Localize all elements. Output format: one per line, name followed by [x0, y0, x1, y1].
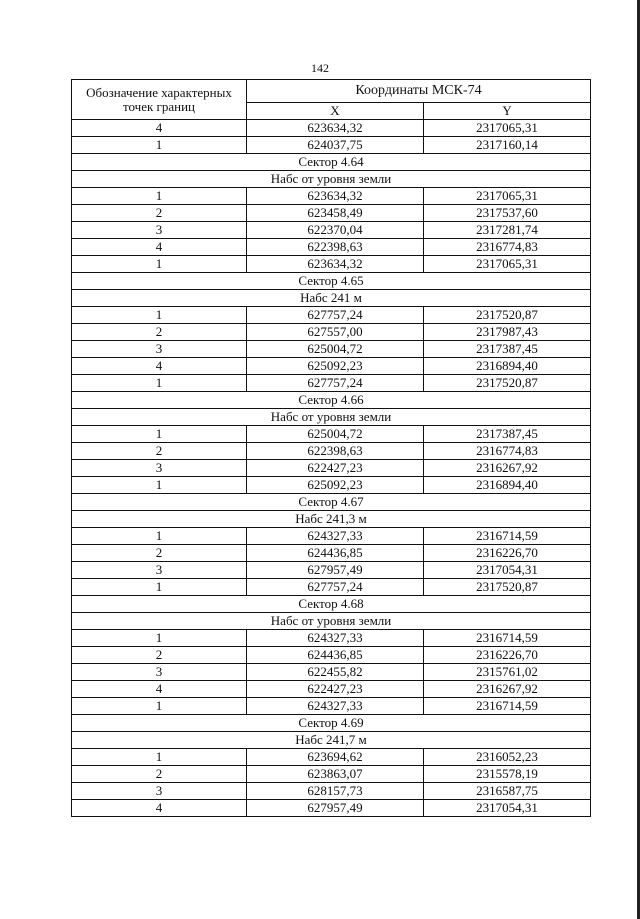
y-coordinate-cell: 2316267,92	[424, 460, 591, 477]
table-row	[72, 749, 591, 766]
point-number-cell: 3	[72, 783, 247, 800]
table-row	[72, 477, 591, 494]
page-number: 142	[311, 61, 329, 75]
y-coordinate-cell: 2316267,92	[424, 681, 591, 698]
table-row	[72, 137, 591, 154]
y-coordinate-cell: 2317387,45	[424, 426, 591, 443]
x-coordinate-cell: 622427,23	[247, 681, 424, 698]
x-coordinate-cell: 623694,62	[247, 749, 424, 766]
point-number-cell: 1	[72, 256, 247, 273]
x-coordinate-cell: 623863,07	[247, 766, 424, 783]
table-row	[72, 681, 591, 698]
y-coordinate-cell: 2315761,02	[424, 664, 591, 681]
y-coordinate-cell: 2316774,83	[424, 443, 591, 460]
x-coordinate-cell: 627957,49	[247, 562, 424, 579]
section-row	[72, 409, 591, 426]
point-number-cell: 1	[72, 698, 247, 715]
table-row	[72, 341, 591, 358]
point-number-cell: 3	[72, 664, 247, 681]
section-label: Сектор 4.66	[72, 392, 591, 409]
y-coordinate-cell: 2316714,59	[424, 528, 591, 545]
point-number-cell: 4	[72, 800, 247, 817]
x-coordinate-cell: 628157,73	[247, 783, 424, 800]
x-coordinate-cell: 624327,33	[247, 630, 424, 647]
section-row	[72, 273, 591, 290]
y-coordinate-cell: 2317281,74	[424, 222, 591, 239]
y-coordinate-cell: 2317520,87	[424, 375, 591, 392]
header-points-line1: Обозначение характерных	[86, 84, 232, 100]
y-coordinate-cell: 2317054,31	[424, 562, 591, 579]
x-coordinate-cell: 625092,23	[247, 358, 424, 375]
section-label: Сектор 4.69	[72, 715, 591, 732]
header-points-column	[72, 80, 247, 120]
header-points-line2: точек границ	[122, 98, 196, 114]
section-label: Сектор 4.65	[72, 273, 591, 290]
y-coordinate-cell: 2317065,31	[424, 120, 591, 137]
point-number-cell: 2	[72, 647, 247, 664]
point-number-cell: 3	[72, 562, 247, 579]
y-coordinate-cell: 2316774,83	[424, 239, 591, 256]
x-coordinate-cell: 623634,32	[247, 256, 424, 273]
y-coordinate-cell: 2316587,75	[424, 783, 591, 800]
section-label: Набс 241 м	[72, 290, 591, 307]
y-coordinate-cell: 2317054,31	[424, 800, 591, 817]
point-number-cell: 1	[72, 137, 247, 154]
y-coordinate-cell: 2316226,70	[424, 545, 591, 562]
x-coordinate-cell: 627757,24	[247, 375, 424, 392]
point-number-cell: 1	[72, 528, 247, 545]
point-number-cell: 3	[72, 460, 247, 477]
header-y: Y	[424, 103, 591, 120]
table-row	[72, 528, 591, 545]
y-coordinate-cell: 2316894,40	[424, 477, 591, 494]
table-row	[72, 120, 591, 137]
table-row	[72, 630, 591, 647]
y-coordinate-cell: 2316894,40	[424, 358, 591, 375]
point-number-cell: 1	[72, 426, 247, 443]
table-row	[72, 358, 591, 375]
x-coordinate-cell: 623634,32	[247, 120, 424, 137]
x-coordinate-cell: 624327,33	[247, 698, 424, 715]
table-row	[72, 698, 591, 715]
x-coordinate-cell: 623634,32	[247, 188, 424, 205]
x-coordinate-cell: 625092,23	[247, 477, 424, 494]
table-row	[72, 324, 591, 341]
section-row	[72, 596, 591, 613]
table-row	[72, 664, 591, 681]
table-row	[72, 647, 591, 664]
point-number-cell: 1	[72, 477, 247, 494]
coordinates-table	[71, 79, 591, 817]
section-label: Сектор 4.68	[72, 596, 591, 613]
point-number-cell: 3	[72, 341, 247, 358]
section-label: Набс 241,7 м	[72, 732, 591, 749]
section-label: Набс от уровня земли	[72, 409, 591, 426]
point-number-cell: 1	[72, 188, 247, 205]
x-coordinate-cell: 622398,63	[247, 239, 424, 256]
table-row	[72, 205, 591, 222]
y-coordinate-cell: 2316714,59	[424, 630, 591, 647]
point-number-cell: 2	[72, 324, 247, 341]
x-coordinate-cell: 624037,75	[247, 137, 424, 154]
table-row	[72, 188, 591, 205]
x-coordinate-cell: 627557,00	[247, 324, 424, 341]
y-coordinate-cell: 2317537,60	[424, 205, 591, 222]
x-coordinate-cell: 627757,24	[247, 579, 424, 596]
point-number-cell: 2	[72, 545, 247, 562]
x-coordinate-cell: 622398,63	[247, 443, 424, 460]
section-row	[72, 392, 591, 409]
point-number-cell: 1	[72, 749, 247, 766]
section-label: Набс 241,3 м	[72, 511, 591, 528]
y-coordinate-cell: 2317520,87	[424, 307, 591, 324]
table-row	[72, 562, 591, 579]
x-coordinate-cell: 623458,49	[247, 205, 424, 222]
y-coordinate-cell: 2316052,23	[424, 749, 591, 766]
table-row	[72, 783, 591, 800]
section-label: Сектор 4.64	[72, 154, 591, 171]
x-coordinate-cell: 624436,85	[247, 545, 424, 562]
y-coordinate-cell: 2317520,87	[424, 579, 591, 596]
y-coordinate-cell: 2316226,70	[424, 647, 591, 664]
table-row	[72, 800, 591, 817]
point-number-cell: 4	[72, 120, 247, 137]
table-row	[72, 545, 591, 562]
x-coordinate-cell: 627957,49	[247, 800, 424, 817]
x-coordinate-cell: 622427,23	[247, 460, 424, 477]
point-number-cell: 1	[72, 307, 247, 324]
table-body	[72, 120, 591, 817]
point-number-cell: 4	[72, 681, 247, 698]
header-x: X	[247, 103, 424, 120]
x-coordinate-cell: 622370,04	[247, 222, 424, 239]
section-row	[72, 613, 591, 630]
y-coordinate-cell: 2317387,45	[424, 341, 591, 358]
table-row	[72, 426, 591, 443]
y-coordinate-cell: 2315578,19	[424, 766, 591, 783]
table-row	[72, 443, 591, 460]
y-coordinate-cell: 2317160,14	[424, 137, 591, 154]
x-coordinate-cell: 625004,72	[247, 426, 424, 443]
point-number-cell: 3	[72, 222, 247, 239]
point-number-cell: 4	[72, 358, 247, 375]
point-number-cell: 1	[72, 579, 247, 596]
section-label: Набс от уровня земли	[72, 613, 591, 630]
table-row	[72, 579, 591, 596]
section-row	[72, 732, 591, 749]
point-number-cell: 1	[72, 630, 247, 647]
point-number-cell: 2	[72, 766, 247, 783]
table-row	[72, 256, 591, 273]
table-row	[72, 766, 591, 783]
table-row	[72, 375, 591, 392]
y-coordinate-cell: 2316714,59	[424, 698, 591, 715]
y-coordinate-cell: 2317065,31	[424, 188, 591, 205]
x-coordinate-cell: 624327,33	[247, 528, 424, 545]
section-row	[72, 154, 591, 171]
section-label: Набс от уровня земли	[72, 171, 591, 188]
point-number-cell: 2	[72, 443, 247, 460]
x-coordinate-cell: 624436,85	[247, 647, 424, 664]
header-coordinates: Координаты МСК-74	[247, 80, 591, 103]
section-row	[72, 715, 591, 732]
y-coordinate-cell: 2317987,43	[424, 324, 591, 341]
table-row	[72, 307, 591, 324]
x-coordinate-cell: 627757,24	[247, 307, 424, 324]
x-coordinate-cell: 625004,72	[247, 341, 424, 358]
section-label: Сектор 4.67	[72, 494, 591, 511]
point-number-cell: 4	[72, 239, 247, 256]
section-row	[72, 171, 591, 188]
table-row	[72, 460, 591, 477]
table-row	[72, 239, 591, 256]
section-row	[72, 494, 591, 511]
point-number-cell: 1	[72, 375, 247, 392]
table-row	[72, 222, 591, 239]
section-row	[72, 511, 591, 528]
x-coordinate-cell: 622455,82	[247, 664, 424, 681]
section-row	[72, 290, 591, 307]
point-number-cell: 2	[72, 205, 247, 222]
y-coordinate-cell: 2317065,31	[424, 256, 591, 273]
